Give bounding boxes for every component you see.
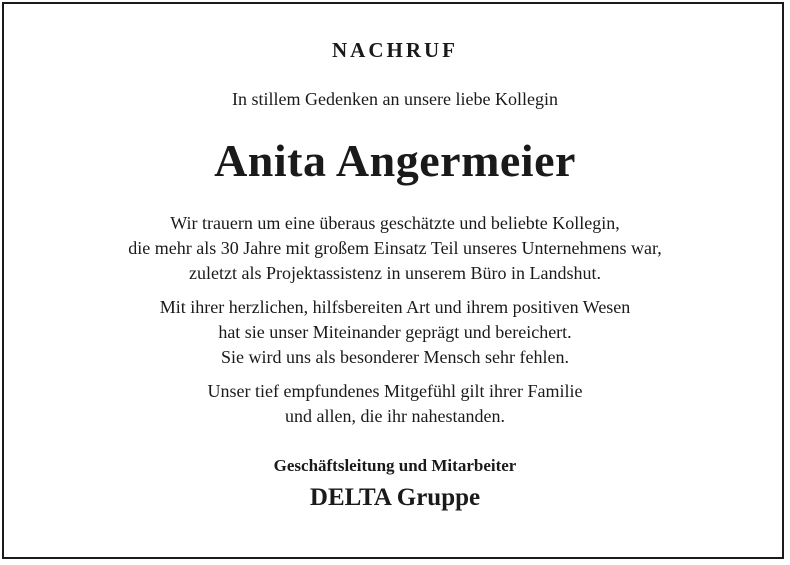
paragraph-condolence — [0, 379, 790, 429]
text-line: die mehr als 30 Jahre mit großem Einsatz Teil unseres Unternehmens war, — [128, 238, 662, 258]
text-line: hat sie unser Miteinander geprägt und bereichert. — [218, 322, 572, 342]
deceased-name: Anita Angermeier — [214, 135, 576, 186]
paragraph-tribute — [0, 211, 790, 286]
intro-line: In stillem Gedenken an unsere liebe Kollegin — [232, 89, 558, 109]
text-line: zuletzt als Projektassistenz in unserem Büro in Landshut. — [189, 263, 601, 283]
text-line: Unser tief empfundenes Mitgefühl gilt ihrer Familie — [207, 381, 583, 401]
signature-staff: Geschäftsleitung und Mitarbeiter — [273, 456, 517, 475]
notice-heading: NACHRUF — [332, 38, 458, 62]
text-line: Mit ihrer herzlichen, hilfsbereiten Art und ihrem positiven Wesen — [159, 297, 631, 317]
signature-company: DELTA Gruppe — [309, 484, 481, 511]
text-line: und allen, die ihr nahestanden. — [285, 406, 505, 426]
text-line: Sie wird uns als besonderer Mensch sehr fehlen. — [221, 347, 569, 367]
text-line: Wir trauern um eine überaus geschätzte und beliebte Kollegin, — [170, 213, 620, 233]
paragraph-character — [0, 295, 790, 370]
